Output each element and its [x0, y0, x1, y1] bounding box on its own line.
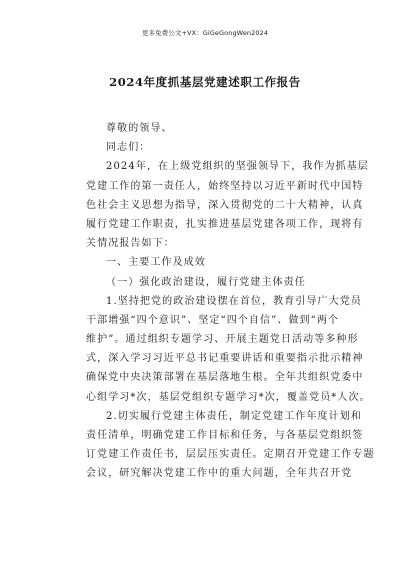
header-note: 更多免费公文+VX：GiGeGongWen2024 — [141, 29, 269, 37]
body-line: 维护”。通过组织专题学习、开展主题党日活动等多种形 — [86, 334, 359, 346]
body-line: 责任清单，明确党建工作目标和任务，与各基层党组织签 — [86, 430, 364, 441]
body-line: 心组学习*次，基层党组织专题学习*次，覆盖党员*人次。 — [86, 391, 371, 403]
body-line: 式，深入学习习近平总书记重要讲话和重要指示批示精神 — [86, 353, 364, 365]
body-line: 1.坚持把党的政治建设摆在首位，教育引导广大党员 — [106, 295, 362, 307]
document-body — [86, 119, 375, 484]
body-line: 2024年，在上级党组织的坚强领导下，我作为抓基层 — [106, 161, 369, 173]
body-line: 色社会主义思想为指导，深入贯彻党的二十大精神，认真 — [86, 199, 364, 211]
body-line: 党建工作的第一责任人，始终坚持以习近平新时代中国特 — [86, 180, 364, 192]
document-title: 2024年度抓基层党建述职工作报告 — [109, 75, 301, 89]
body-line: 一、主要工作及成效 — [106, 257, 206, 269]
body-line: 关情况报告如下： — [86, 238, 175, 250]
body-line: 订党建工作责任书，层层压实责任。定期召开党建工作专题 — [86, 449, 375, 461]
body-line: （一）强化政治建设，履行党建主体责任 — [106, 276, 306, 288]
body-line: 确保党中央决策部署在基层落地生根。全年共组织党委中 — [86, 372, 364, 384]
body-line: 2.切实履行党建主体责任，制定党建工作年度计划和 — [106, 410, 362, 422]
body-line: 同志们： — [106, 142, 151, 154]
body-line: 履行党建工作职责，扎实推进基层党建各项工作，现将有 — [86, 218, 364, 230]
body-line: 干部增强“四个意识”、坚定“四个自信”、做到“两个 — [86, 314, 340, 326]
body-line: 尊敬的领导、 — [106, 123, 173, 134]
body-line: 会议，研究解决党建工作中的重大问题，全年共召开党 — [86, 468, 353, 480]
